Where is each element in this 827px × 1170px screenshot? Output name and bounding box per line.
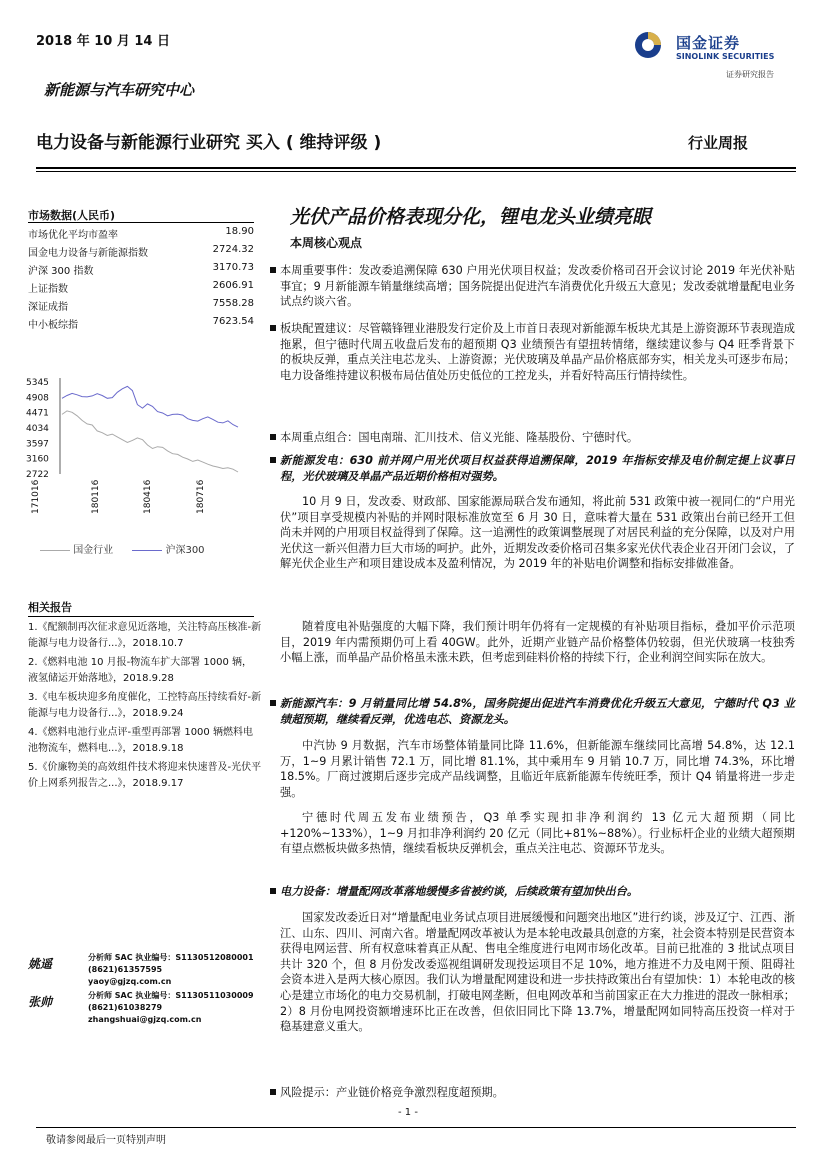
y-tick-label: 3160 — [26, 454, 49, 465]
chart-legend: 国金行业 沪深300 — [40, 541, 205, 556]
legend-swatch-hs300 — [132, 550, 162, 551]
market-row: 深证成指 7558.28 — [28, 298, 254, 313]
related-report[interactable]: 2.《燃料电池 10 月报-物流车扩大部署 1000 辆，液氢储运开始落地》，2018.9.28 — [28, 657, 253, 684]
x-tick-label: 171016 — [31, 479, 41, 514]
market-divider — [28, 222, 254, 223]
y-tick-label: 5345 — [26, 378, 49, 388]
footer-divider — [36, 1127, 796, 1128]
report-header-title: 电力设备与新能源行业研究 买入 ( 维持评级 ) — [36, 133, 382, 153]
main-title: 光伏产品价格表现分化，锂电龙头业绩亮眼 — [290, 206, 652, 228]
header-divider — [36, 167, 796, 169]
series-line-1 — [62, 386, 238, 427]
market-row: 市场优化平均市盈率 18.90 — [28, 226, 254, 241]
analyst-info: 分析师 SAC 执业编号：S1130511030009 (8621)61038279 zhangshuai@gjzq.com.cn — [88, 991, 254, 1024]
bullet-risk: 风险提示：产业链价格竞争激烈程度超预期。 — [280, 1085, 795, 1101]
y-tick-label: 4471 — [26, 408, 49, 419]
y-tick-label: 4034 — [26, 423, 49, 434]
report-type: 行业周报 — [688, 134, 749, 152]
market-row: 国金电力设备与新能源指数 2724.32 — [28, 244, 254, 259]
logo-subtitle: 证券研究报告 — [726, 70, 774, 79]
logo-english: SINOLINK SECURITIES — [676, 52, 775, 61]
market-row: 中小板综指 7623.54 — [28, 316, 254, 331]
report-date: 2018 年 10 月 14 日 — [36, 34, 170, 49]
page-number: - 1 - — [398, 1107, 418, 1118]
analyst-name: 张帅 — [28, 995, 53, 1009]
series-line-0 — [62, 411, 238, 472]
paragraph: 宁德时代周五发布业绩预告，Q3 单季实现扣非净利润约 13 亿元大超预期（同比+120%~133%），1~9 月扣非净利润约 20 亿元（同比+81%~88%）。行业标杆企业的业绩大超预期有望点燃板块做多热情，继续看板块反弹机会，重点关注电芯、资源环节龙头。 — [280, 811, 795, 856]
x-tick-label: 180116 — [91, 479, 101, 514]
section-title: 本周核心观点 — [290, 236, 363, 250]
legend-swatch-industry — [40, 550, 70, 551]
market-row: 沪深 300 指数 3170.73 — [28, 262, 254, 277]
related-report[interactable]: 1.《配额制再次征求意见近落地，关注特高压核准-新能源与电力设备行...》，2018.10.7 — [28, 622, 262, 649]
x-tick-label: 180716 — [196, 479, 206, 514]
related-divider — [28, 616, 254, 617]
analyst-info: 分析师 SAC 执业编号：S1130512080001 (8621)61357595 yaoy@gjzq.com.cn — [88, 953, 254, 986]
footer-disclaimer: 敬请参阅最后一页特别声明 — [46, 1135, 166, 1146]
bullet-portfolio: 本周重点组合：国电南瑞、汇川技术、信义光能、隆基股份、宁德时代。 — [280, 430, 795, 446]
paragraph: 随着度电补贴强度的大幅下降，我们预计明年仍将有一定规模的有补贴项目指标，叠加平价示范项目，2019 年内需预期仍可上看 40GW。此外，近期产业链产品价格整体仍较弱，但光伏玻璃一枝独秀小幅上涨，而单晶产品价格虽未涨未跌，但考虑到硅料价格的持续下行，企业利润空间实际在放大。 — [280, 620, 795, 665]
paragraph: 10 月 9 日，发改委、财政部、国家能源局联合发布通知，将此前 531 政策中被一视同仁的“户用光伏”项目享受规模内补贴的并网时限标准放宽至 6 月 30 日，意味着大量在 531 政策出台前已经开工但尚未并网的户用项目权益得到了保障。这一追溯性的政策调整展现了对居民利益的充分保障，以及对户用光伏这一新兴但潜力巨大市场的呵护。此外，近期发改委价格司召集多家光伏代表企业召开闭门会议，了解光伏企业生产和项目建设成本及盈利情况，为 2019 年的补贴电价调整和指标安排做准备。 — [280, 495, 795, 571]
y-tick-label: 2722 — [26, 470, 49, 480]
related-reports-title: 相关报告 — [28, 601, 72, 614]
related-report[interactable]: 3.《电车板块迎多角度催化，工控特高压持续看好-新能源与电力设备行...》，2018.9.24 — [28, 692, 262, 719]
related-report[interactable]: 4.《燃料电池行业点评-重型再部署 1000 辆燃料电池物流车，燃料电...》，2018.9.18 — [28, 727, 253, 754]
y-tick-label: 4908 — [26, 393, 49, 404]
bullet-allocation: 板块配置建议：尽管赣锋锂业港股发行定价及上市首日表现对新能源车板块尤其是上游资源环节表现造成拖累，但宁德时代周五收盘后发布的超预期 Q3 业绩预告有望扭转情绪，继续建议参与 Q4 旺季背景下的板块反弹，重点关注电芯龙头、上游资源；光伏玻璃及单晶产品价格底部夯实，相关龙头可逐步布局；电力设备维持建议积极布局估值处历史低位的工控龙头，并看好特高压行情持续性。 — [280, 321, 795, 383]
related-report[interactable]: 5.《价廉物美的高效组件技术将迎来快速普及-光伏平价上网系列报告之...》，2018.9.17 — [28, 762, 262, 789]
logo-chinese: 国金证券 — [676, 34, 741, 52]
bullet-solar: 新能源发电：630 前并网户用光伏项目权益获得追溯保障，2019 年指标安排及电价制定提上议事日程，光伏玻璃及单晶产品近期价格相对强势。 — [280, 453, 795, 484]
analyst-name: 姚遥 — [28, 957, 53, 971]
header-divider-thin — [36, 171, 796, 172]
paragraph: 中汽协 9 月数据，汽车市场整体销量同比降 11.6%，但新能源车继续同比高增 54.8%，达 12.1 万，1~9 月累计销售 72.1 万，同比增 81.1%，其中乘用车 9 月销 10.7 万，同比增 74.3%，环比增 18.5%。厂商过渡期后逐步完成产品线调整，且临近年底新能源车传统旺季，预计 Q4 销量将进一步走强。 — [280, 739, 795, 799]
bullet-key-events: 本周重要事件：发改委追溯保障 630 户用光伏项目权益；发改委价格司召开会议讨论 2019 年光伏补贴事宜；9 月新能源车销量继续高增；国务院提出促进汽车消费优化升级五大意见；发改委就增量配电业务试点约谈六省。 — [280, 263, 795, 310]
x-tick-label: 180416 — [143, 479, 153, 514]
y-tick-label: 3597 — [26, 439, 49, 450]
paragraph: 国家发改委近日对“增量配电业务试点项目进展缓慢和问题突出地区”进行约谈，涉及辽宁、江西、浙江、山东、四川、河南六省。增量配网改革被认为是本轮电改最具创意的方案，社会资本特别是民营资本获得电网运营、所有权意味着真正从配、售电全维度进行电网市场化改革。目前已批准的 3 批试点项目共计 320 个，但 8 月份发改委巡视组调研发现投运项目不足 10%，地方推进不力及电网干预、阻碍社会资本进入是两大核心原因。我们认为增量配网建设和进一步扶持政策出台有望加快：1）本轮电改的核心是建立市场化的电力交易机制，打破电网垄断，但电网改革和当前国家正在大力推进的混改一脉相承；2）8 月份电网投资额增速环比正在改善，但依旧同比下降 13.7%，增量配网如同特高压投资一样对于稳基建意义重大。 — [280, 911, 795, 1034]
bullet-power: 电力设备：增量配网改革落地缓慢多省被约谈，后续政策有望加快出台。 — [280, 884, 795, 900]
bullet-nev: 新能源汽车：9 月销量同比增 54.8%，国务院提出促进汽车消费优化升级五大意见，宁德时代 Q3 业绩超预期，继续看反弹，优选电芯、资源龙头。 — [280, 696, 795, 727]
market-row: 上证指数 2606.91 — [28, 280, 254, 295]
research-center: 新能源与汽车研究中心 — [44, 81, 195, 99]
market-data-title: 市场数据(人民币) — [28, 209, 116, 222]
